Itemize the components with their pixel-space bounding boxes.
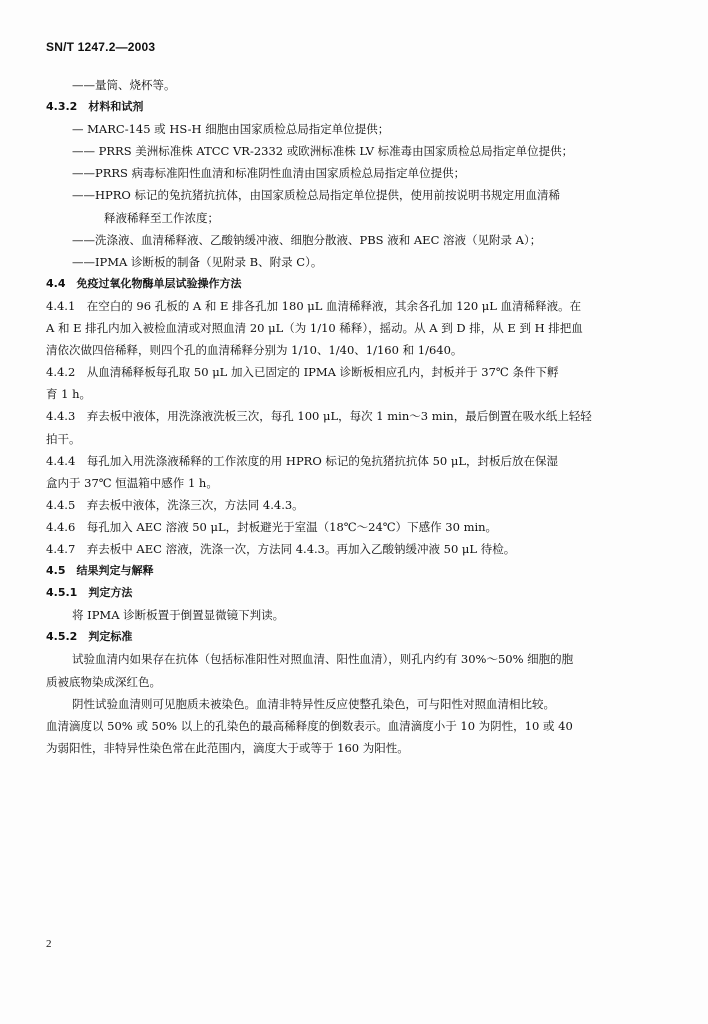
paragraph-line: A 和 E 排孔内加入被检血清或对照血清 20 μL（为 1/10 稀释），摇动。从 A 到 D 排，从 E 到 H 排把血 [46, 321, 583, 336]
paragraph-line: 为弱阳性，非特异性染色常在此范围内，滴度大于或等于 160 为阳性。 [46, 740, 409, 755]
paragraph-line: 4.4.2 从血清稀释板每孔取 50 μL 加入已固定的 IPMA 诊断板相应孔内，封板并于 37℃ 条件下孵 [46, 365, 559, 380]
list-item: — MARC-145 或 HS-H 细胞由国家质检总局指定单位提供； [72, 122, 390, 137]
paragraph-line: 拍干。 [46, 431, 81, 446]
standard-number: SN/T 1247.2—2003 [46, 40, 156, 54]
paragraph-line: 血清滴度以 50% 或 50% 以上的孔染色的最高稀释度的倒数表示。血清滴度小于 10 为阴性，10 或 40 [46, 718, 573, 733]
section-heading: 4.5.1 判定方法 [46, 586, 133, 600]
paragraph-line: 质被底物染成深红色。 [46, 674, 161, 689]
list-item: —— PRRS 美洲标准株 ATCC VR-2332 或欧洲标准株 LV 标准毒由国家质检总局指定单位提供； [72, 144, 574, 159]
section-heading: 4.5 结果判定与解释 [46, 564, 154, 578]
paragraph-line: 4.4.5 弃去板中液体，洗涤三次，方法同 4.4.3。 [46, 497, 304, 512]
document-body [46, 74, 672, 759]
list-item: ——量筒、烧杯等。 [72, 78, 176, 92]
list-item: ——PRRS 病毒标准阳性血清和标准阴性血清由国家质检总局指定单位提供； [72, 166, 466, 181]
list-item: ——IPMA 诊断板的制备（见附录 B、附录 C）。 [72, 254, 323, 269]
paragraph-line: 4.4.6 每孔加入 AEC 溶液 50 μL，封板避光于室温（18℃～24℃）下感作 30 min。 [46, 519, 498, 534]
paragraph-line: 4.4.3 弃去板中液体，用洗涤液洗板三次，每孔 100 μL，每次 1 min～3 min，最后倒置在吸水纸上轻轻 [46, 409, 592, 424]
paragraph-line: 阴性试验血清则可见胞质未被染色。血清非特异性反应使整孔染色，可与阳性对照血清相比较。 [72, 696, 555, 711]
paragraph-line: 4.4.4 每孔加入用洗涤液稀释的工作浓度的用 HPRO 标记的兔抗猪抗抗体 50 μL，封板后放在保湿 [46, 453, 558, 468]
paragraph-line: 盒内于 37℃ 恒温箱中感作 1 h。 [46, 475, 218, 490]
paragraph-line: 4.4.7 弃去板中 AEC 溶液，洗涤一次，方法同 4.4.3。再加入乙酸钠缓冲液 50 μL 待检。 [46, 541, 516, 556]
section-heading: 4.4 免疫过氧化物酶单层试验操作方法 [46, 276, 242, 290]
list-item: ——HPRO 标记的兔抗猪抗抗体，由国家质检总局指定单位提供，使用前按说明书规定用血清稀 [72, 188, 561, 203]
paragraph-line: 4.4.1 在空白的 96 孔板的 A 和 E 排各孔加 180 μL 血清稀释液，其余各孔加 120 μL 血清稀释液。在 [46, 298, 582, 313]
paragraph-line: 育 1 h。 [46, 387, 92, 402]
paragraph-line: 试验血清内如果存在抗体（包括标准阳性对照血清、阳性血清），则孔内约有 30%～50% 细胞的胞 [72, 652, 574, 667]
paragraph-line: 将 IPMA 诊断板置于倒置显微镜下判读。 [72, 608, 285, 623]
section-heading: 4.5.2 判定标准 [46, 630, 133, 644]
paragraph-line: 清依次做四倍稀释，则四个孔的血清稀释分别为 1/10、1/40、1/160 和 1/640。 [46, 343, 463, 358]
list-item: ——洗涤液、血清稀释液、乙酸钠缓冲液、细胞分散液、PBS 液和 AEC 溶液（见附录 A）； [72, 232, 542, 247]
section-heading: 4.3.2 材料和试剂 [46, 100, 144, 114]
page-number: 2 [46, 938, 52, 950]
list-item-continuation: 释液稀释至工作浓度； [104, 210, 219, 225]
